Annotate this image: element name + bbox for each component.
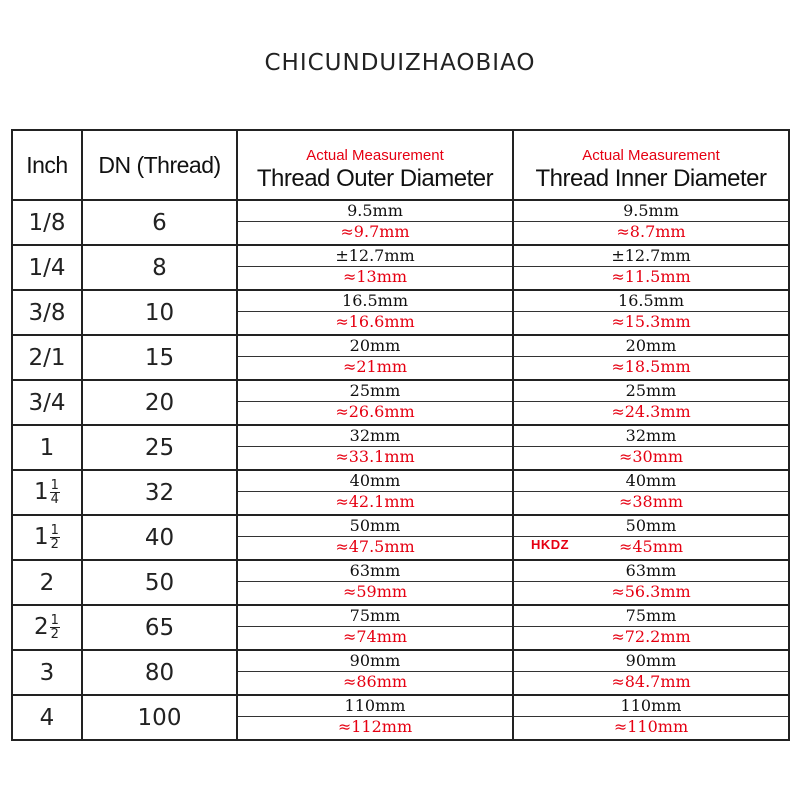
inner-diameter-cell <box>513 695 789 740</box>
inner-actual: ≈72.2mm <box>611 627 691 646</box>
dn-cell: 32 <box>82 470 237 515</box>
inner-nominal: 50mm <box>514 516 788 537</box>
table-row <box>12 425 789 470</box>
inner-actual: ≈84.7mm <box>611 672 691 691</box>
outer-actual: ≈33.1mm <box>335 447 415 466</box>
outer-diameter-cell <box>237 425 513 470</box>
outer-actual: ≈86mm <box>342 672 408 691</box>
inch-cell <box>12 470 82 515</box>
table-row <box>12 290 789 335</box>
outer-nominal: 32mm <box>238 426 512 447</box>
inch-whole: 1 <box>34 479 49 505</box>
dn-cell: 8 <box>82 245 237 290</box>
outer-nominal: 9.5mm <box>238 201 512 222</box>
header-inner <box>513 130 789 200</box>
header-outer-actual: Actual Measurement <box>306 147 444 164</box>
inch-numerator: 1 <box>50 613 59 628</box>
inch-fraction <box>50 614 60 641</box>
inner-diameter-cell <box>513 335 789 380</box>
dn-cell: 80 <box>82 650 237 695</box>
inch-whole: 2 <box>34 614 49 640</box>
table-row <box>12 380 789 425</box>
inner-diameter-cell <box>513 560 789 605</box>
inch-cell: 3/8 <box>12 290 82 335</box>
inner-diameter-cell <box>513 650 789 695</box>
outer-nominal: 90mm <box>238 651 512 672</box>
dn-cell: 65 <box>82 605 237 650</box>
inch-whole: 1 <box>34 524 49 550</box>
dn-cell: 40 <box>82 515 237 560</box>
outer-actual: ≈47.5mm <box>335 537 415 556</box>
outer-nominal: 50mm <box>238 516 512 537</box>
inner-nominal: 110mm <box>514 696 788 717</box>
inch-numerator: 1 <box>50 478 59 493</box>
outer-actual: ≈26.6mm <box>335 402 415 421</box>
table-row <box>12 515 789 560</box>
table-row <box>12 245 789 290</box>
table-row <box>12 605 789 650</box>
inch-cell <box>12 515 82 560</box>
inner-nominal: 9.5mm <box>514 201 788 222</box>
inner-nominal: 20mm <box>514 336 788 357</box>
inner-actual: ≈11.5mm <box>611 267 691 286</box>
inch-cell <box>12 605 82 650</box>
inner-diameter-cell <box>513 200 789 245</box>
header-dn: DN (Thread) <box>82 130 237 200</box>
inch-cell: 1/4 <box>12 245 82 290</box>
inner-actual: ≈15.3mm <box>611 312 691 331</box>
inner-nominal: 16.5mm <box>514 291 788 312</box>
outer-nominal: 16.5mm <box>238 291 512 312</box>
inch-denominator: 4 <box>50 492 59 507</box>
watermark: HKDZ <box>531 537 570 552</box>
outer-diameter-cell <box>237 380 513 425</box>
inner-diameter-cell <box>513 380 789 425</box>
dn-cell: 10 <box>82 290 237 335</box>
outer-diameter-cell <box>237 650 513 695</box>
inner-diameter-cell <box>513 470 789 515</box>
outer-diameter-cell <box>237 605 513 650</box>
inner-nominal: ±12.7mm <box>514 246 788 267</box>
outer-nominal: 40mm <box>238 471 512 492</box>
dn-cell: 100 <box>82 695 237 740</box>
outer-diameter-cell <box>237 200 513 245</box>
outer-actual: ≈21mm <box>342 357 408 376</box>
outer-diameter-cell <box>237 245 513 290</box>
outer-actual: ≈74mm <box>342 627 408 646</box>
outer-actual: ≈59mm <box>342 582 408 601</box>
inner-diameter-cell <box>513 425 789 470</box>
inch-cell: 2/1 <box>12 335 82 380</box>
outer-actual: ≈112mm <box>337 717 413 736</box>
inner-nominal: 32mm <box>514 426 788 447</box>
inner-actual: ≈56.3mm <box>611 582 691 601</box>
inner-diameter-cell <box>513 290 789 335</box>
table-row <box>12 200 789 245</box>
inner-nominal: 75mm <box>514 606 788 627</box>
inch-fraction <box>50 479 60 506</box>
header-inner-label: Thread Inner Diameter <box>535 165 767 192</box>
inch-cell: 1/8 <box>12 200 82 245</box>
inch-numerator: 1 <box>50 523 59 538</box>
outer-diameter-cell <box>237 290 513 335</box>
outer-nominal: 25mm <box>238 381 512 402</box>
page-title: CHICUNDUIZHAOBIAO <box>264 50 536 76</box>
outer-actual: ≈16.6mm <box>335 312 415 331</box>
inch-denominator: 2 <box>50 627 59 642</box>
outer-diameter-cell <box>237 515 513 560</box>
header-inch: Inch <box>12 130 82 200</box>
dn-cell: 6 <box>82 200 237 245</box>
inner-nominal: 25mm <box>514 381 788 402</box>
inner-actual: ≈38mm <box>618 492 684 511</box>
table-row <box>12 470 789 515</box>
table-row <box>12 335 789 380</box>
outer-actual: ≈42.1mm <box>335 492 415 511</box>
inch-fraction <box>50 524 60 551</box>
outer-diameter-cell <box>237 470 513 515</box>
inner-actual: ≈30mm <box>618 447 684 466</box>
inner-diameter-cell <box>513 245 789 290</box>
header-outer-label: Thread Outer Diameter <box>256 165 494 192</box>
outer-nominal: 63mm <box>238 561 512 582</box>
header-inner-actual: Actual Measurement <box>582 147 720 164</box>
size-chart-table <box>11 129 790 741</box>
inner-actual: ≈110mm <box>613 717 689 736</box>
header-row <box>12 130 789 200</box>
dn-cell: 20 <box>82 380 237 425</box>
inch-cell: 3/4 <box>12 380 82 425</box>
inner-actual: ≈24.3mm <box>611 402 691 421</box>
inch-cell: 2 <box>12 560 82 605</box>
inner-actual: ≈18.5mm <box>611 357 691 376</box>
outer-actual: ≈13mm <box>342 267 408 286</box>
inner-actual: ≈45mm <box>618 537 684 556</box>
outer-nominal: 75mm <box>238 606 512 627</box>
dn-cell: 50 <box>82 560 237 605</box>
inch-denominator: 2 <box>50 537 59 552</box>
outer-diameter-cell <box>237 335 513 380</box>
outer-diameter-cell <box>237 560 513 605</box>
dn-cell: 15 <box>82 335 237 380</box>
header-outer <box>237 130 513 200</box>
outer-actual: ≈9.7mm <box>340 222 410 241</box>
outer-nominal: ±12.7mm <box>238 246 512 267</box>
inner-nominal: 63mm <box>514 561 788 582</box>
outer-nominal: 110mm <box>238 696 512 717</box>
dn-cell: 25 <box>82 425 237 470</box>
inch-cell: 4 <box>12 695 82 740</box>
inch-cell: 1 <box>12 425 82 470</box>
table-row <box>12 560 789 605</box>
inner-nominal: 90mm <box>514 651 788 672</box>
inch-cell: 3 <box>12 650 82 695</box>
outer-nominal: 20mm <box>238 336 512 357</box>
table-row <box>12 650 789 695</box>
table-row <box>12 695 789 740</box>
inner-actual: ≈8.7mm <box>616 222 686 241</box>
inner-diameter-cell <box>513 605 789 650</box>
inner-nominal: 40mm <box>514 471 788 492</box>
outer-diameter-cell <box>237 695 513 740</box>
